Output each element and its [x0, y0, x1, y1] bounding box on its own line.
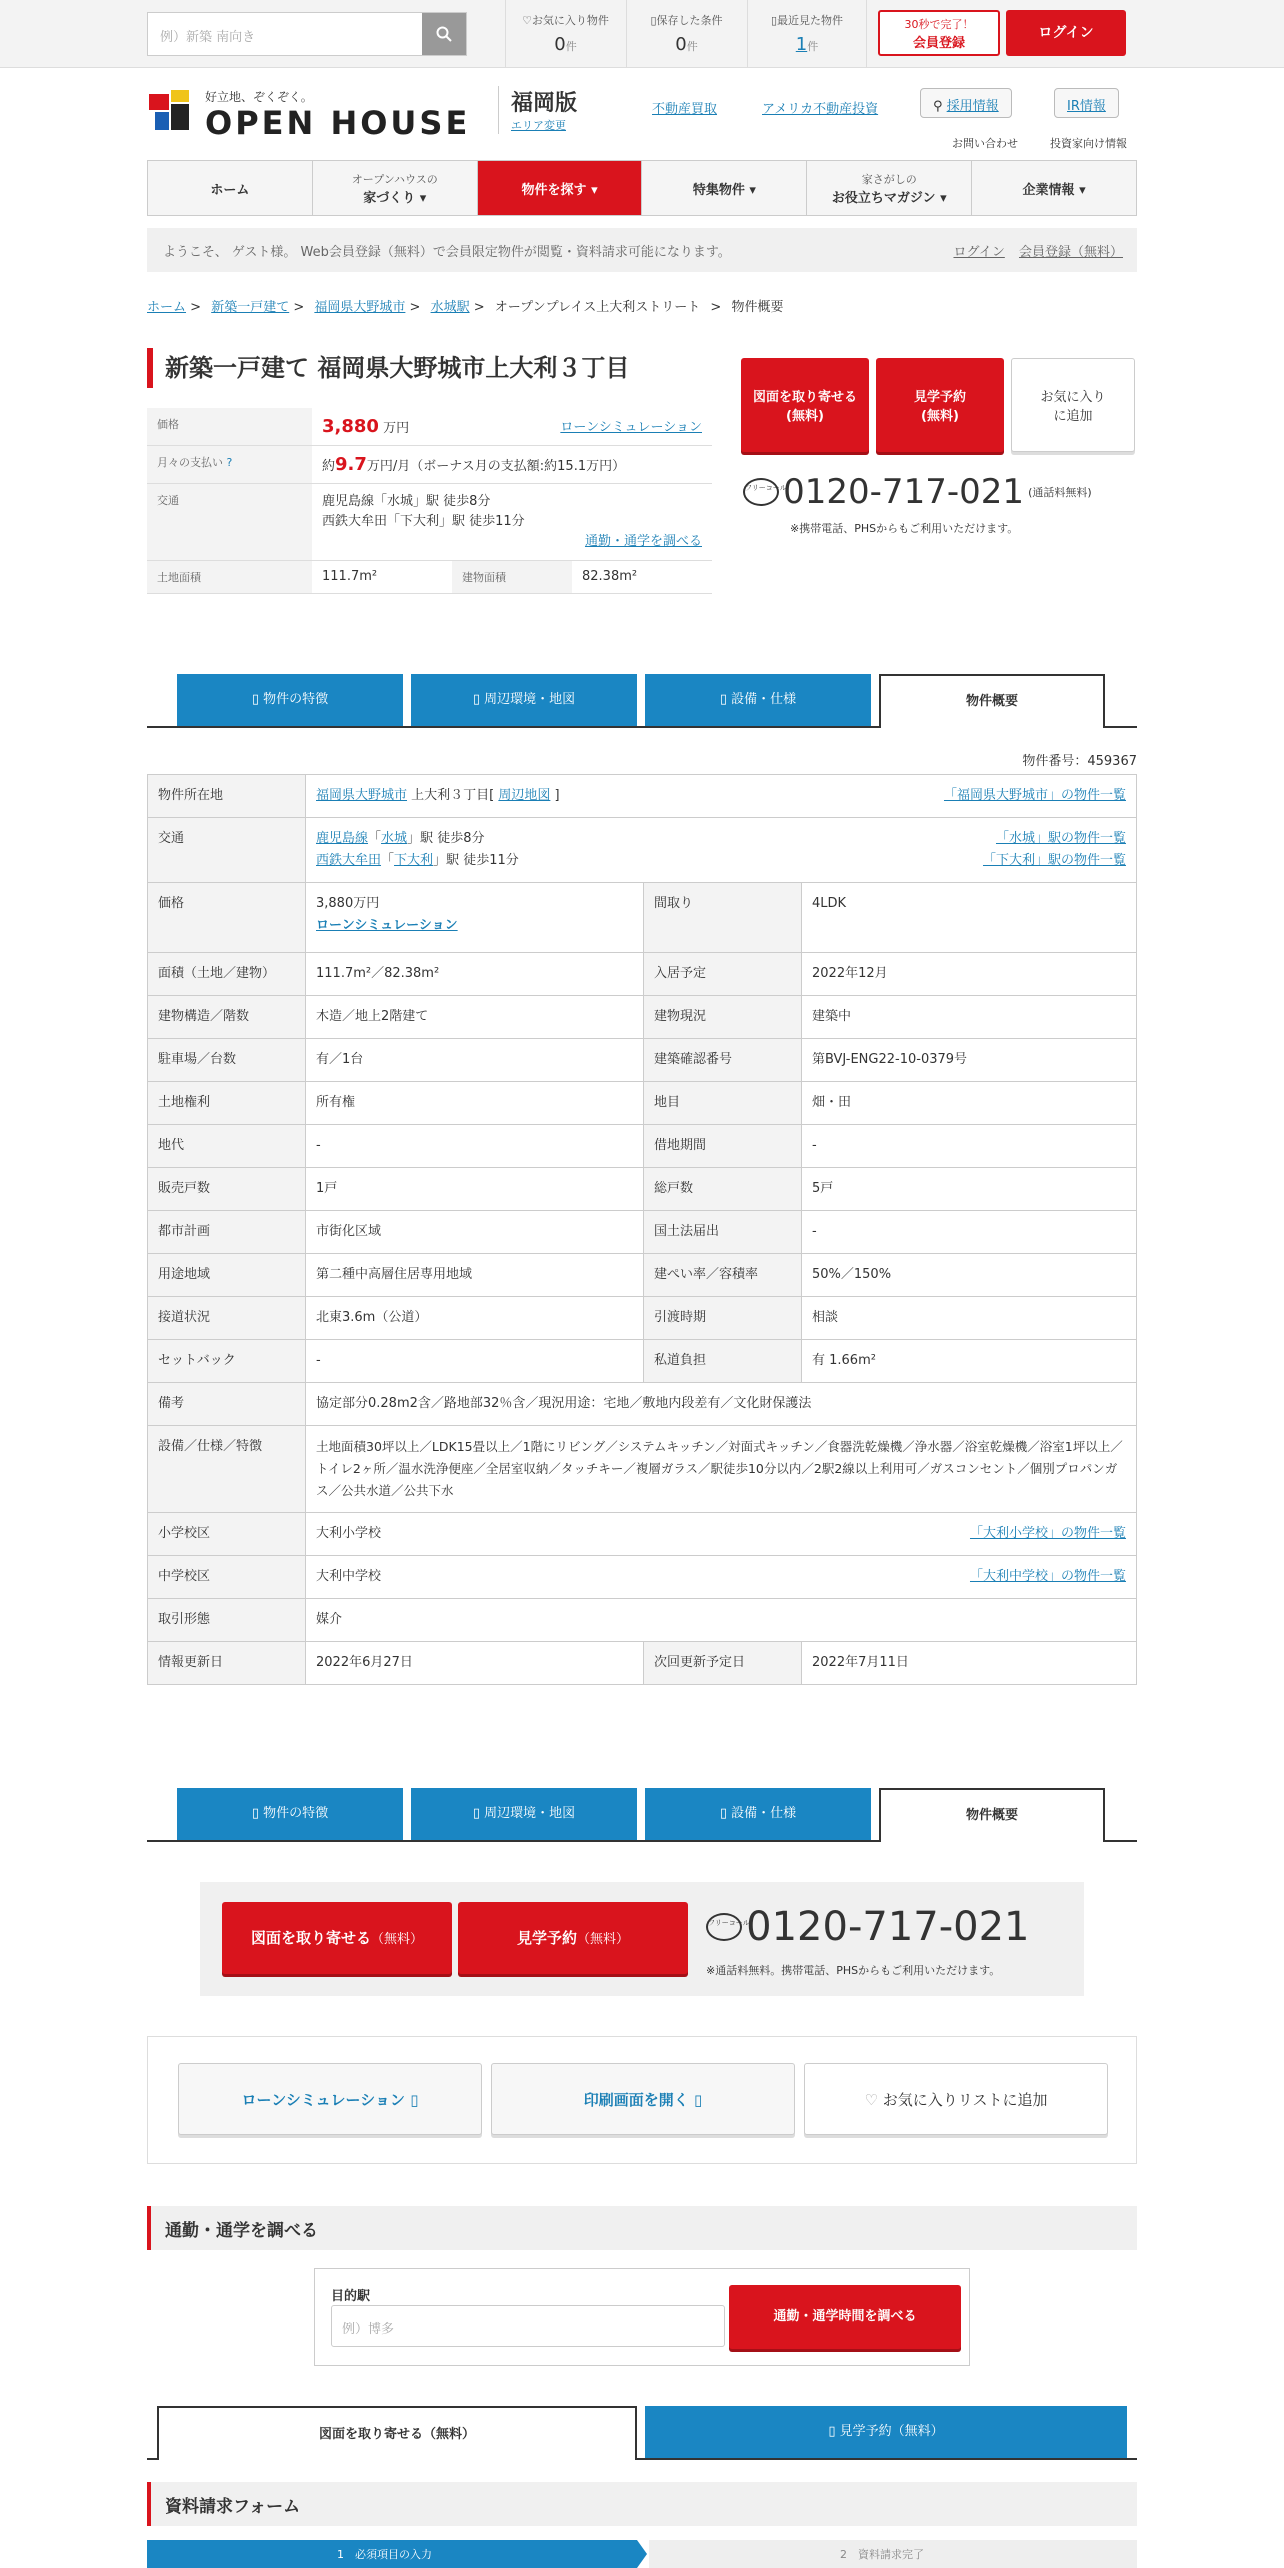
- table-row: [148, 1513, 1137, 1556]
- welcome-register[interactable]: 会員登録（無料）: [1018, 245, 1123, 260]
- saved-count: 0: [675, 34, 687, 55]
- contact-link[interactable]: お問い合わせ: [952, 137, 1018, 150]
- price-unit: 万円: [383, 421, 410, 436]
- progress-arrow-icon: [147, 2540, 1137, 2568]
- row-label: 交通: [148, 818, 306, 883]
- line2-link[interactable]: 西鉄大牟田: [316, 853, 382, 868]
- row-value: 50%／150%: [802, 1254, 1137, 1297]
- tab-features-label: 物件の特徴: [263, 692, 329, 707]
- visit-booking-button[interactable]: [458, 1902, 688, 1974]
- building-value: 82.38m²: [572, 561, 712, 594]
- search-input[interactable]: 例）新築 南向き: [160, 30, 256, 45]
- us-invest-link[interactable]: アメリカ不動産投資: [762, 102, 879, 117]
- nav-search-property[interactable]: [478, 161, 643, 215]
- visit-label: 見学予約: [516, 1929, 577, 1947]
- row-value: 有／1台: [306, 1039, 644, 1082]
- step-2-label: 資料請求完了: [858, 2548, 924, 2561]
- row-value: 大利小学校: [316, 1526, 382, 1541]
- map-link[interactable]: 周辺地図: [498, 788, 551, 803]
- station1-list-link[interactable]: 「水城」駅の物件一覧: [995, 831, 1126, 846]
- favorites-stat[interactable]: [505, 0, 625, 68]
- commute-link[interactable]: 通勤・通学を調べる: [584, 534, 702, 549]
- freecall-icon: フリーコール: [706, 1913, 742, 1941]
- walk1: 駅 徒歩8分: [420, 831, 485, 846]
- tab-equipment-label: 設備・仕様: [731, 1806, 797, 1821]
- step-1: [337, 2546, 432, 2562]
- row-value: 所有権: [306, 1082, 644, 1125]
- nav-small: 家さがしの: [861, 172, 917, 186]
- welcome-login[interactable]: ログイン: [953, 245, 1005, 260]
- favorites-unit: 件: [565, 40, 577, 53]
- row-value: -: [802, 1125, 1137, 1168]
- station2-link[interactable]: 下大利: [394, 853, 434, 868]
- search-icon: [436, 26, 452, 42]
- tab-surroundings[interactable]: ▯ 周辺環境・地図: [411, 1788, 637, 1840]
- phone-number[interactable]: 0120-717-021: [783, 472, 1024, 512]
- table-row: [148, 953, 1137, 996]
- tab-surroundings-label: 周辺環境・地図: [484, 1806, 576, 1821]
- heart-icon: ♡: [864, 2091, 878, 2109]
- row-label: 都市計画: [148, 1211, 306, 1254]
- ir-label: IR情報: [1067, 99, 1106, 114]
- search-button[interactable]: [422, 13, 466, 55]
- global-nav: [147, 160, 1137, 216]
- row-value: 土地面積30坪以上／LDK15畳以上／1階にリビング／システムキッチン／対面式キッチン／食器洗乾燥機／浄水器／浴室乾燥機／浴室1坪以上／トイレ2ヶ所／温水洗浄便座／全居室収納／タッチキー／複層ガラス／駅徒歩10分以内／2駅2線以上利用可／ガスコンセント／個別プロパンガス／公共水道／公共下水: [306, 1426, 1137, 1513]
- row-label: 販売戸数: [148, 1168, 306, 1211]
- row-value: 2022年6月27日: [306, 1642, 644, 1685]
- row-label: 引渡時期: [644, 1297, 802, 1340]
- step-1-number: 1: [337, 2548, 344, 2561]
- chevron-down-icon: ▾: [419, 190, 427, 206]
- row-value: -: [802, 1211, 1137, 1254]
- row-label: 地代: [148, 1125, 306, 1168]
- row-label: 国土法届出: [644, 1211, 802, 1254]
- row-value: 畑・田: [802, 1082, 1137, 1125]
- table-row: [148, 1340, 1137, 1383]
- investor-link[interactable]: 投資家向け情報: [1050, 137, 1127, 150]
- mobile-note: ※携帯電話、PHSからもご利用いただけます。: [790, 522, 1019, 535]
- crumb-city[interactable]: 福岡県大野城市: [314, 300, 406, 315]
- traffic-line-2: 西鉄大牟田「下大利」駅 徒歩11分: [322, 514, 525, 529]
- freecall-icon: フリーコール: [743, 478, 779, 506]
- row-value: 大利中学校: [316, 1569, 382, 1584]
- commute-label: 目的駅: [331, 2289, 371, 2304]
- row-value: 第二種中高層住居専用地域: [306, 1254, 644, 1297]
- table-row: [148, 1082, 1137, 1125]
- row-value: 5戸: [802, 1168, 1137, 1211]
- visit-sub: (無料): [921, 409, 959, 424]
- tab-surroundings[interactable]: ▯ 周辺環境・地図: [411, 674, 637, 726]
- row-label: 建物現況: [644, 996, 802, 1039]
- logo-mark-icon: [147, 88, 193, 132]
- table-row: [148, 775, 1137, 818]
- row-label: 建築確認番号: [644, 1039, 802, 1082]
- row-value: 相談: [802, 1297, 1137, 1340]
- calendar-icon: ▯: [828, 2424, 840, 2439]
- row-label: 土地権利: [148, 1082, 306, 1125]
- tab-visit-booking-label: 見学予約（無料）: [839, 2424, 944, 2439]
- top-bar: [0, 0, 1284, 68]
- crumb-home[interactable]: ホーム: [147, 300, 187, 315]
- table-row: [148, 996, 1137, 1039]
- visit-booking-button[interactable]: [876, 358, 1004, 452]
- login-button[interactable]: ログイン: [1006, 10, 1126, 56]
- row-label: 物件所在地: [148, 775, 306, 818]
- nav-small: オープンハウスの: [351, 172, 438, 186]
- crumb-new-house[interactable]: 新築一戸建て: [211, 300, 290, 315]
- recruit-label: 採用情報: [946, 99, 999, 114]
- table-row: [148, 1599, 1137, 1642]
- city-link[interactable]: 福岡県大野城市: [316, 788, 408, 803]
- row-label: 建ぺい率／容積率: [644, 1254, 802, 1297]
- request-docs-button[interactable]: [741, 358, 869, 452]
- location-text: 上大利３丁目[: [407, 788, 499, 803]
- monthly-label: [147, 446, 312, 484]
- step-2: [840, 2546, 924, 2562]
- request-docs-sub: （無料）: [371, 1932, 424, 1947]
- tab-equipment-label: 設備・仕様: [731, 692, 797, 707]
- tab-surroundings-label: 周辺環境・地図: [484, 692, 576, 707]
- price-label: 価格: [147, 408, 312, 446]
- nav-label: お役立ちマガジン: [831, 190, 936, 206]
- table-row: [148, 1254, 1137, 1297]
- add-favorite-list-button[interactable]: [804, 2063, 1108, 2135]
- tab-visit-booking[interactable]: [645, 2406, 1127, 2458]
- line1-link[interactable]: 鹿児島線: [316, 831, 369, 846]
- commute-heading: 通勤・通学を調べる: [147, 2206, 1137, 2250]
- row-label: 入居予定: [644, 953, 802, 996]
- request-docs-label: 図面を取り寄せる: [752, 390, 857, 405]
- property-number: 物件番号：459367: [1022, 754, 1137, 769]
- favorites-count: 0: [554, 34, 566, 55]
- row-label: 地目: [644, 1082, 802, 1125]
- request-docs-button[interactable]: [222, 1902, 452, 1974]
- row-value: 媒介: [306, 1599, 1137, 1642]
- destination-placeholder: 例）博多: [342, 2322, 395, 2337]
- logo-tagline: 好立地、ぞくぞく。: [205, 90, 313, 104]
- recruit-button[interactable]: [920, 88, 1012, 118]
- tab-overview[interactable]: [879, 1788, 1105, 1842]
- logo-brand: OPEN HOUSE: [205, 104, 471, 142]
- tab-features-label: 物件の特徴: [263, 1806, 329, 1821]
- bookmark-icon: ▯: [650, 14, 657, 27]
- table-row: [148, 1297, 1137, 1340]
- nav-house-building[interactable]: [313, 161, 478, 215]
- row-value: -: [306, 1340, 644, 1383]
- row-value: 有 1.66m²: [802, 1340, 1137, 1383]
- form-tabs: [147, 2406, 1137, 2460]
- recent-label: 最近見た物件: [777, 14, 844, 27]
- row-label: 建物構造／階数: [148, 996, 306, 1039]
- monthly-suffix: 万円/月（ボーナス月の支払額:約15.1万円）: [366, 459, 626, 474]
- crumb-current: 物件概要: [731, 300, 784, 315]
- register-small: 30秒で完了！: [904, 18, 974, 31]
- visit-label: 見学予約: [913, 390, 966, 405]
- saved-unit: 件: [686, 40, 698, 53]
- row-label: 情報更新日: [148, 1642, 306, 1685]
- row-value: 北東3.6m（公道）: [306, 1297, 644, 1340]
- table-row: [148, 1383, 1137, 1426]
- row-label: 借地期間: [644, 1125, 802, 1168]
- table-row: [148, 1211, 1137, 1254]
- page-title: 新築一戸建て 福岡県大野城市上大利３丁目: [147, 348, 629, 388]
- row-label: 総戸数: [644, 1168, 802, 1211]
- loan-sim-label: ローンシミュレーション: [241, 2091, 405, 2109]
- request-docs-label: 図面を取り寄せる: [250, 1929, 371, 1947]
- form-progress: [147, 2540, 1137, 2568]
- crumb-property: オープンプレイス上大利ストリート: [494, 300, 701, 315]
- table-row: [148, 1125, 1137, 1168]
- recently-viewed-stat[interactable]: [747, 0, 867, 68]
- row-value: 第BVJ-ENG22-10-0379号: [802, 1039, 1137, 1082]
- monthly-prefix: 約: [322, 459, 336, 474]
- chevron-down-icon: ▾: [749, 182, 756, 198]
- row-value: 2022年12月: [802, 953, 1137, 996]
- row-label: 駐車場／台数: [148, 1039, 306, 1082]
- row-value: -: [306, 1125, 644, 1168]
- row-value: 市街化区域: [306, 1211, 644, 1254]
- phone-block: [743, 472, 1092, 512]
- visit-sub: （無料）: [577, 1932, 630, 1947]
- row-label: 価格: [148, 883, 306, 953]
- nav-company[interactable]: [972, 161, 1136, 215]
- nav-label: ホーム: [210, 182, 250, 198]
- tab-equipment[interactable]: ▯ 設備・仕様: [645, 674, 871, 726]
- external-link-icon: ▯: [693, 2091, 703, 2109]
- row-value: 3,880万円: [316, 896, 380, 911]
- commute-form: [314, 2268, 970, 2366]
- chevron-down-icon: ▾: [940, 190, 947, 206]
- tab-overview-label: 物件概要: [965, 1808, 1018, 1823]
- phone-block: [706, 1904, 1030, 1950]
- station1-link[interactable]: 水城: [381, 831, 408, 846]
- table-row: [148, 883, 1137, 953]
- add-favorite-button[interactable]: お気に入り に追加: [1011, 358, 1135, 452]
- tab-request-docs[interactable]: 図面を取り寄せる（無料）: [157, 2406, 637, 2460]
- commute-search-button[interactable]: 通勤・通学時間を調べる: [729, 2285, 961, 2349]
- location-end: ]: [550, 788, 560, 803]
- traffic-line-1: 鹿児島線「水城」駅 徒歩8分: [322, 494, 491, 509]
- nav-featured[interactable]: [642, 161, 807, 215]
- table-row: [148, 1556, 1137, 1599]
- row-value: 1戸: [306, 1168, 644, 1211]
- row-label: 用途地域: [148, 1254, 306, 1297]
- nav-label: 物件を探す: [521, 182, 587, 198]
- saved-label: 保存した条件: [656, 14, 723, 27]
- table-row: [148, 1168, 1137, 1211]
- row-value: 2022年7月11日: [802, 1642, 1137, 1685]
- crumb-station[interactable]: 水城駅: [430, 300, 470, 315]
- building-label: 建物面積: [452, 561, 572, 594]
- row-value: 4LDK: [802, 883, 1137, 953]
- detail-tabs: [147, 674, 1137, 728]
- help-icon[interactable]: ?: [226, 456, 233, 469]
- nav-label: 企業情報: [1022, 182, 1075, 198]
- row-label: 私道負担: [644, 1340, 802, 1383]
- loan-sim-link[interactable]: ローンシミュレーション: [316, 918, 458, 933]
- station2-list-link[interactable]: 「下大利」駅の物件一覧: [982, 853, 1126, 868]
- row-label: 面積（土地／建物）: [148, 953, 306, 996]
- row-value: 111.7m²／82.38m²: [306, 953, 644, 996]
- details-table: [147, 774, 1137, 1685]
- search-box[interactable]: [147, 12, 467, 56]
- favorites-label: お気に入り物件: [531, 14, 609, 27]
- register-button[interactable]: [878, 10, 1000, 56]
- edition: [498, 86, 577, 134]
- row-label: 備考: [148, 1383, 306, 1426]
- buyback-link[interactable]: 不動産買取: [652, 102, 718, 117]
- logo[interactable]: [147, 88, 470, 141]
- request-docs-sub: (無料): [786, 409, 824, 424]
- form-heading: 資料請求フォーム: [147, 2482, 1137, 2526]
- register-label: 会員登録: [912, 36, 965, 51]
- nav-label: 特集物件: [692, 182, 745, 198]
- loan-sim-button[interactable]: [178, 2063, 482, 2135]
- chevron-down-icon: ▾: [1079, 182, 1086, 198]
- junior-high-list-link[interactable]: 「大利中学校」の物件一覧: [969, 1569, 1126, 1584]
- welcome-bar: [147, 228, 1137, 272]
- step-2-number: 2: [840, 2548, 847, 2561]
- tab-overview[interactable]: [879, 674, 1105, 728]
- nav-home[interactable]: [148, 161, 313, 215]
- table-row: [148, 1642, 1137, 1685]
- table-row: [148, 1039, 1137, 1082]
- nav-magazine[interactable]: [807, 161, 972, 215]
- nav-label: 家づくり: [363, 190, 416, 206]
- breadcrumb: ホーム > 新築一戸建て > 福岡県大野城市 > 水城駅 > オープンプレイス上大利ストリート > 物件概要: [147, 300, 784, 315]
- saved-conditions-stat[interactable]: [626, 0, 746, 68]
- recent-count[interactable]: 1: [795, 34, 808, 55]
- print-label: 印刷画面を開く: [583, 2091, 689, 2109]
- row-value: 建築中: [802, 996, 1137, 1039]
- clock-icon: ▯: [770, 14, 778, 27]
- action-buttons: [147, 2036, 1137, 2164]
- land-value: 111.7m²: [312, 561, 452, 594]
- add-favorite-list-label: お気に入りリストに追加: [882, 2091, 1048, 2109]
- elementary-list-link[interactable]: 「大利小学校」の物件一覧: [969, 1526, 1126, 1541]
- row-label: 中学校区: [148, 1556, 306, 1599]
- summary-table: [147, 408, 712, 594]
- row-label: セットバック: [148, 1340, 306, 1383]
- heart-icon: ♡: [522, 14, 532, 27]
- tab-features[interactable]: ▯ 物件の特徴: [177, 674, 403, 726]
- print-button[interactable]: [491, 2063, 795, 2135]
- city-list-link[interactable]: 「福岡県大野城市」の物件一覧: [943, 788, 1126, 803]
- external-link-icon: ▯: [410, 2091, 419, 2109]
- ir-button[interactable]: [1054, 88, 1119, 118]
- table-row: 交通 「水城」駅の物件一覧 鹿児島線「水城」駅 徒歩8分 「下大利」駅の物件一覧 西鉄大牟田「下大利」駅 徒歩11分: [148, 818, 1137, 883]
- loan-sim-link[interactable]: ローンシミュレーション: [560, 420, 702, 435]
- monthly-value: 9.7: [335, 454, 367, 475]
- traffic-label: 交通: [147, 484, 312, 561]
- land-label: 土地面積: [147, 561, 312, 594]
- tab-equipment[interactable]: ▯ 設備・仕様: [645, 1788, 871, 1840]
- price-value: 3,880: [322, 416, 379, 437]
- row-label: 取引形態: [148, 1599, 306, 1642]
- tab-overview-label: 物件概要: [965, 694, 1018, 709]
- row-value: 木造／地上2階建て: [306, 996, 644, 1039]
- destination-input[interactable]: [331, 2305, 725, 2347]
- recent-unit: 件: [807, 40, 819, 53]
- area-change-link[interactable]: エリア変更: [511, 119, 566, 132]
- chevron-down-icon: ▾: [591, 182, 598, 198]
- table-row: [148, 1426, 1137, 1513]
- row-label: 間取り: [644, 883, 802, 953]
- row-label: 小学校区: [148, 1513, 306, 1556]
- lower-cta-box: [200, 1882, 1084, 1996]
- edition-title: 福岡版: [511, 91, 578, 116]
- row-label: 次回更新予定日: [644, 1642, 802, 1685]
- phone-number[interactable]: 0120-717-021: [746, 1904, 1030, 1950]
- welcome-text: ようこそ、 ゲスト様。 Web会員登録（無料）で会員限定物件が閲覧・資料請求可能になります。: [163, 245, 731, 260]
- search-icon: ⚲: [933, 99, 947, 114]
- row-value: 協定部分0.28m2含／路地部32％含／現況用途：宅地／敷地内段差有／文化財保護法: [306, 1383, 1137, 1426]
- row-label: 接道状況: [148, 1297, 306, 1340]
- step-1-label: 必須項目の入力: [355, 2548, 432, 2561]
- monthly-label-text: 月々の支払い: [157, 456, 223, 469]
- detail-tabs-bottom: [147, 1788, 1137, 1842]
- tab-features[interactable]: ▯ 物件の特徴: [177, 1788, 403, 1840]
- phone-note: ※通話料無料。携帯電話、PHSからもご利用いただけます。: [706, 1964, 1001, 1977]
- row-label: 設備／仕様／特徴: [148, 1426, 306, 1513]
- phone-note: (通話料無料): [1028, 486, 1092, 499]
- walk2: 駅 徒歩11分: [446, 853, 519, 868]
